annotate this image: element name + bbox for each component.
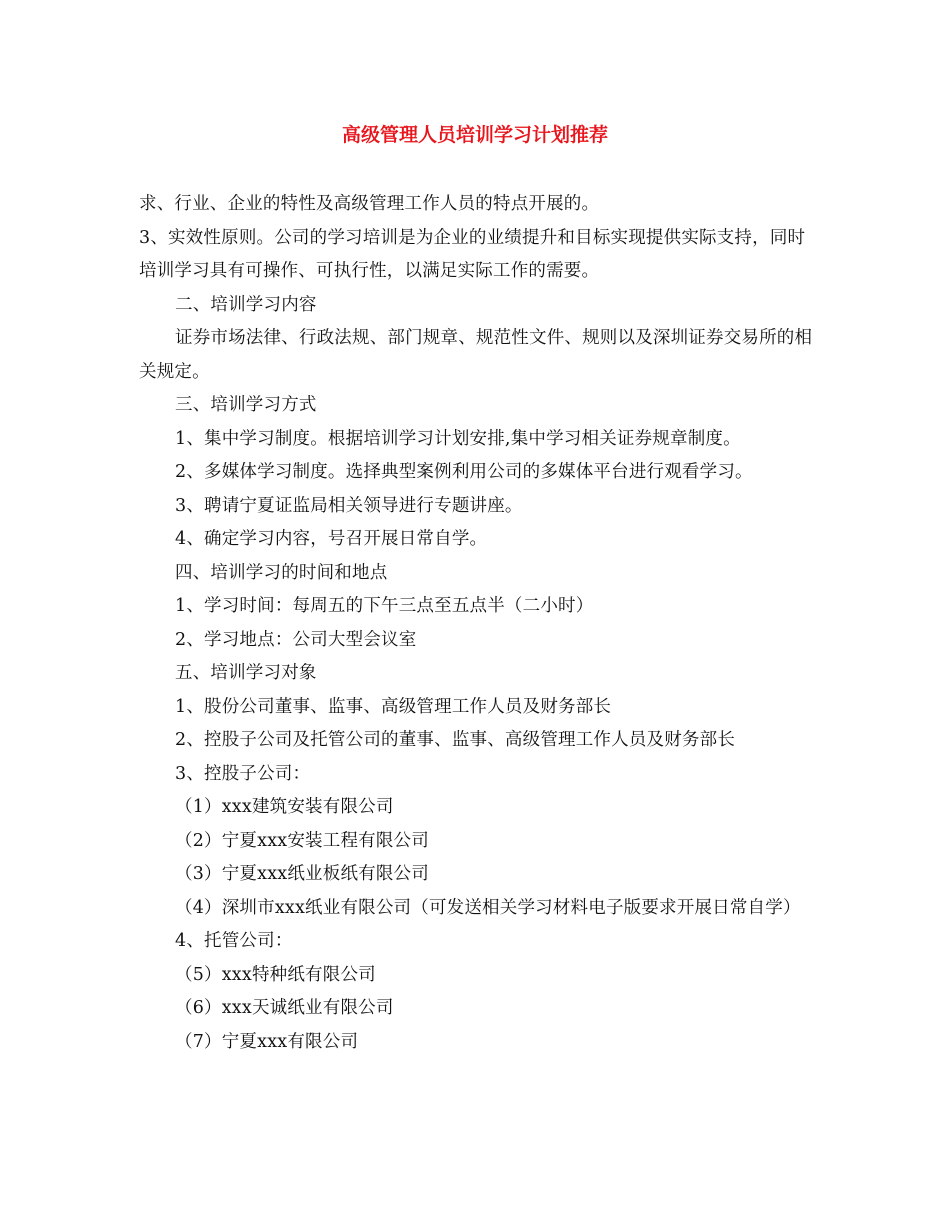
company-item: （7）宁夏xxx有限公司 — [175, 1031, 359, 1052]
list-item: 2、控股子公司及托管公司的董事、监事、高级管理工作人员及财务部长 — [175, 730, 736, 750]
document-body — [139, 188, 819, 1059]
section-heading: 二、培训学习内容 — [175, 294, 317, 315]
list-item: 1、学习时间：每周五的下午三点至五点半（二小时） — [175, 596, 594, 616]
list-item: 3、聘请宁夏证监局相关领导进行专题讲座。 — [175, 495, 523, 516]
list-item: 1、股份公司董事、监事、高级管理工作人员及财务部长 — [175, 696, 612, 717]
company-item: （5）xxx特种纸有限公司 — [175, 964, 376, 985]
company-item: （4）深圳市xxx纸业有限公司（可发送相关学习材料电子版要求开展日常自学） — [175, 897, 801, 918]
list-item: 2、多媒体学习制度。选择典型案例利用公司的多媒体平台进行观看学习。 — [175, 462, 753, 482]
paragraph: 证券市场法律、行政法规、部门规章、规范性文件、规则以及深圳证券交易所的相关规定。 — [139, 328, 813, 382]
list-item: 4、确定学习内容，号召开展日常自学。 — [175, 529, 488, 549]
section-heading: 三、培训学习方式 — [175, 395, 317, 415]
list-item: 4、托管公司： — [175, 931, 293, 951]
list-item: 1、集中学习制度。根据培训学习计划安排,集中学习相关证券规章制度。 — [175, 428, 741, 449]
section-heading: 四、培训学习的时间和地点 — [175, 562, 388, 583]
paragraph — [139, 222, 819, 289]
section-heading: 五、培训学习对象 — [175, 663, 317, 683]
company-item: （6）xxx天诚纸业有限公司 — [175, 998, 394, 1018]
paragraph-text: 3、实效性原则。公司的学习培训是为企业的业绩提升和目标实现提供实际支持，同时培训学习具有可操作、可执行性，以满足实际工作的需要。 — [139, 227, 806, 281]
document-title: 高级管理人员培训学习计划推荐 — [341, 124, 608, 146]
company-item: （3）宁夏xxx纸业板纸有限公司 — [175, 864, 429, 884]
paragraph: 求、行业、企业的特性及高级管理工作人员的特点开展的。 — [139, 194, 600, 214]
list-item: 2、学习地点：公司大型会议室 — [175, 629, 417, 650]
company-item: （2）宁夏xxx安装工程有限公司 — [175, 830, 429, 851]
company-item: （1）xxx建筑安装有限公司 — [175, 797, 394, 817]
list-item: 3、控股子公司： — [175, 763, 311, 784]
